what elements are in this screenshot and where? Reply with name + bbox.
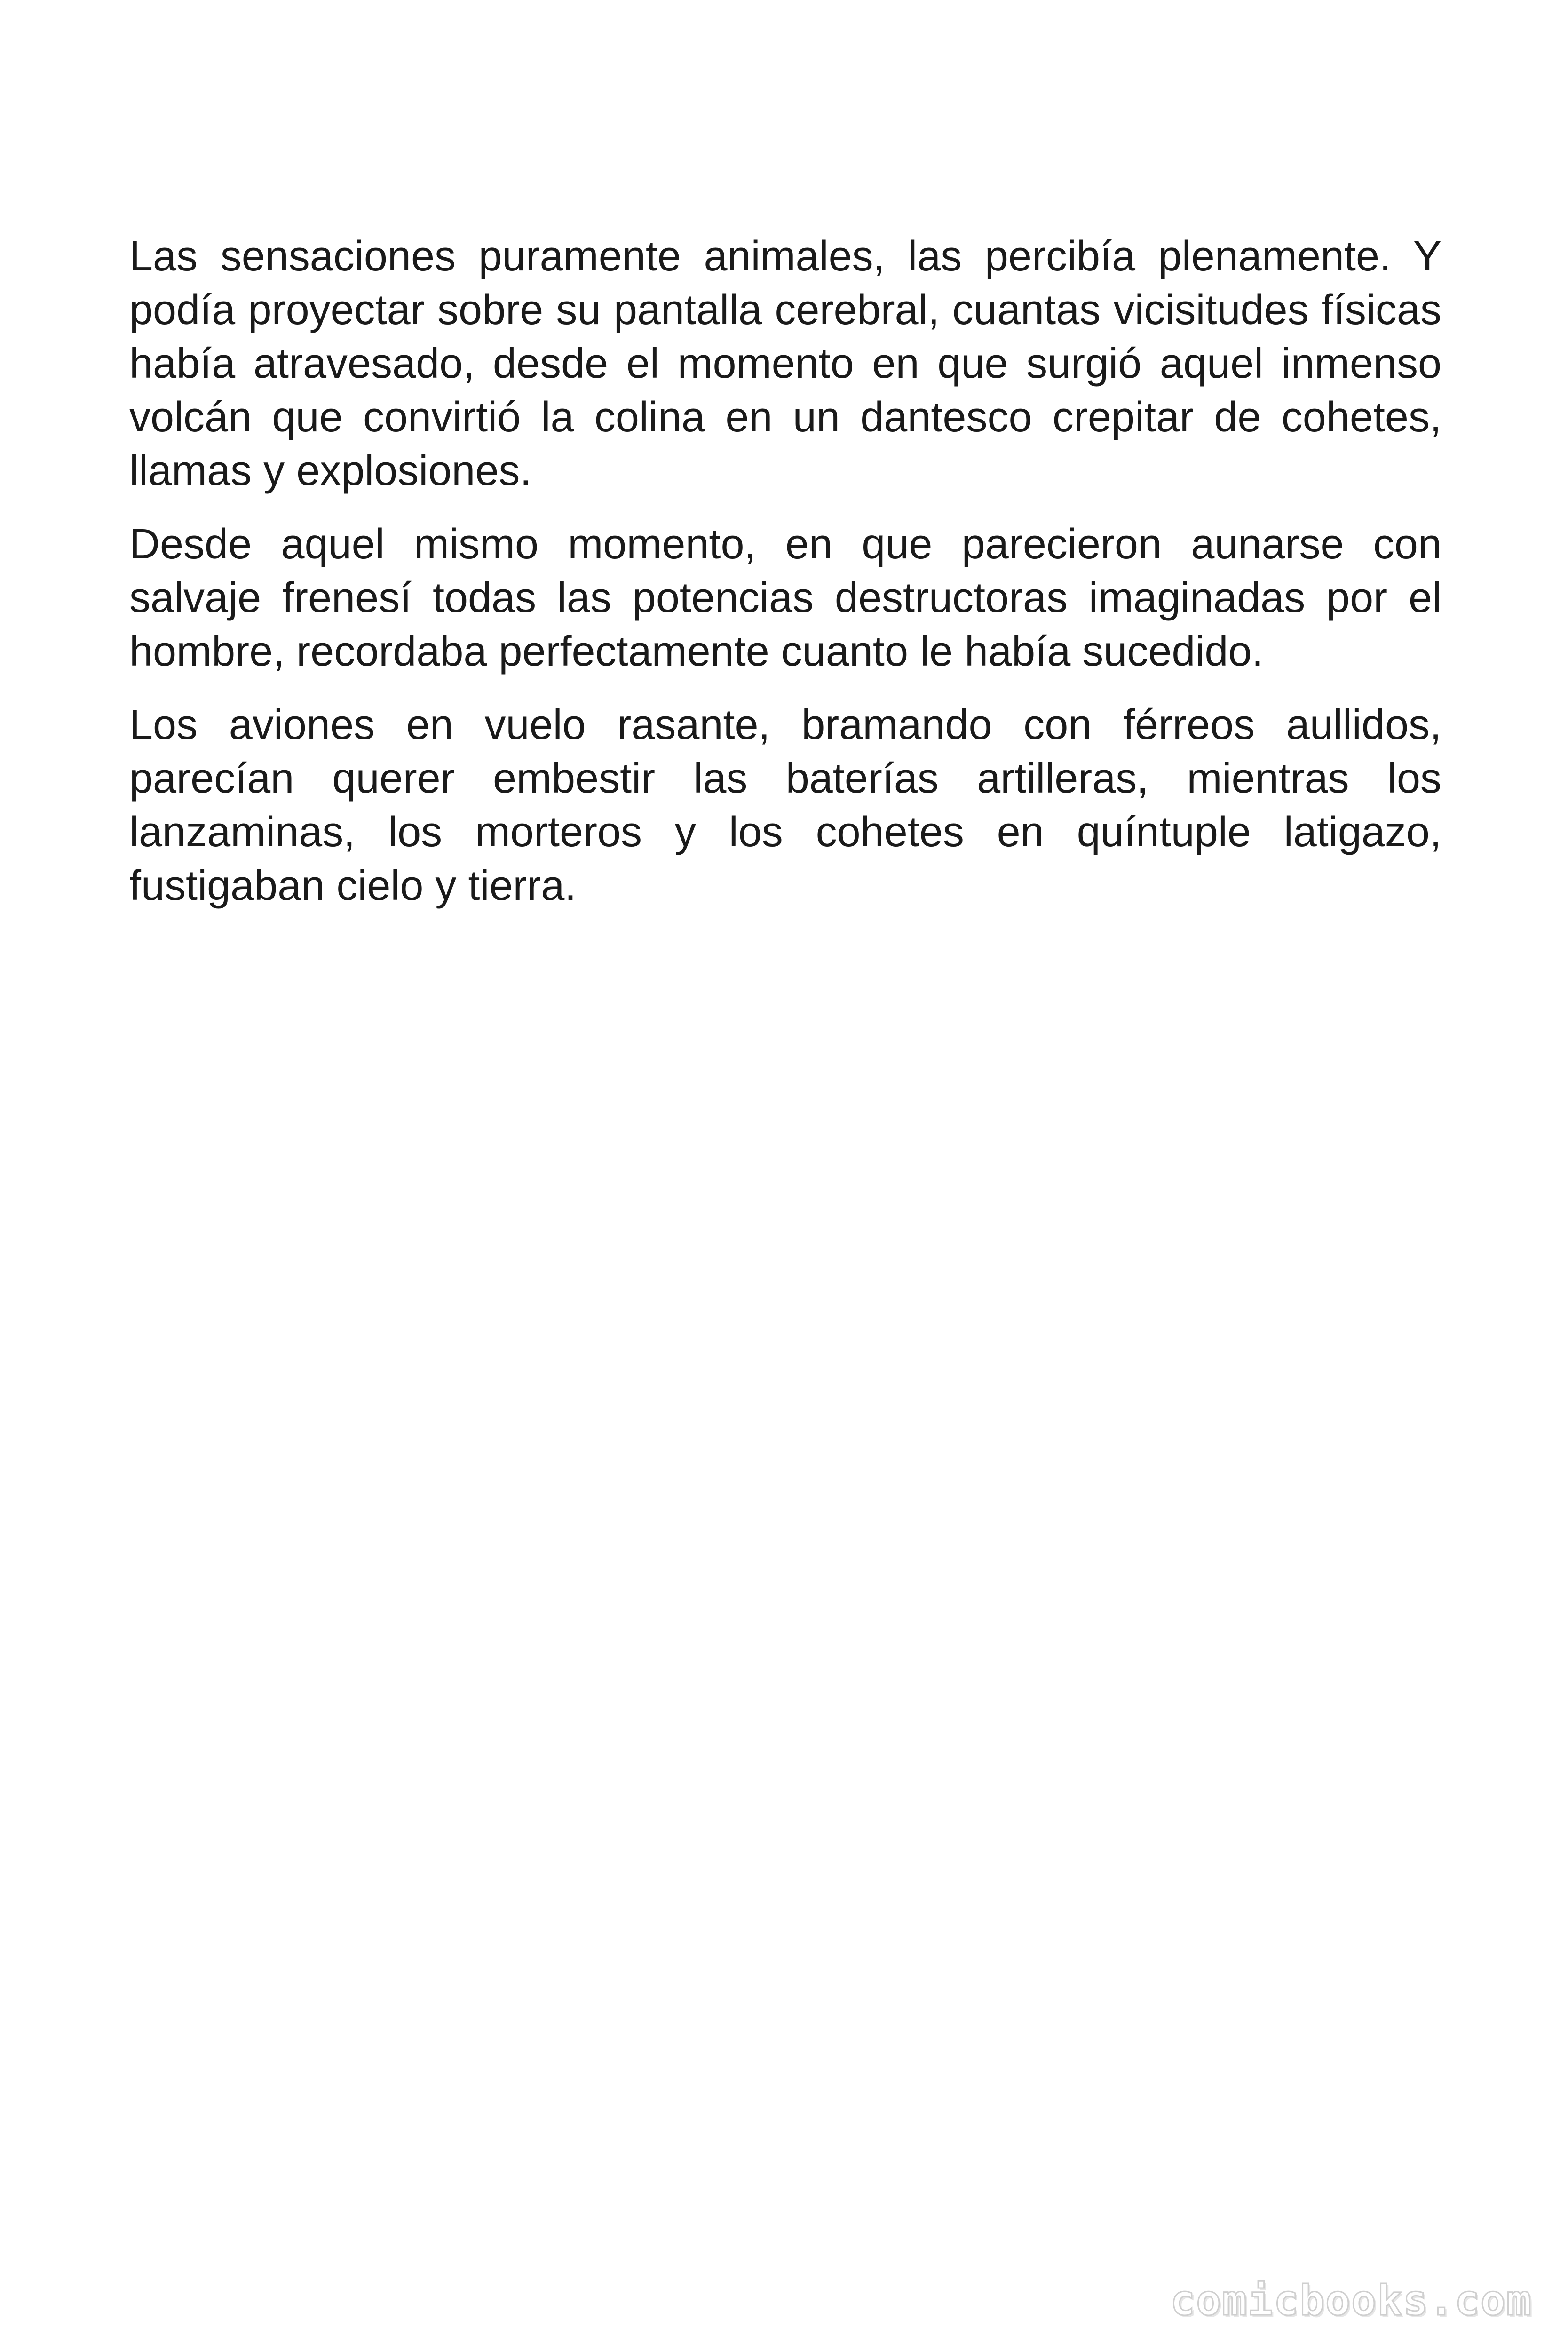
- watermark-logo: comicbooks.com: [1170, 2276, 1532, 2325]
- paragraph-3: Los aviones en vuelo rasante, bramando con férreos aullidos, parecían querer embestir las baterías artilleras, mientras los lanzaminas, los morteros y los cohetes en quíntuple latigazo, fustigaban cielo y tierra.: [129, 701, 1441, 909]
- paragraph-2: Desde aquel mismo momento, en que parecieron aunarse con salvaje frenesí todas las potencias destructoras imaginadas por el hombre, recordaba perfectamente cuanto le había sucedido.: [129, 521, 1441, 675]
- paragraph-1: Las sensaciones puramente animales, las percibía plenamente. Y podía proyectar sobre su pantalla cerebral, cuantas vicisitudes físicas había atravesado, desde el momento en que surgió aquel inmenso volcán que convirtió la colina en un dantesco crepitar de cohetes, llamas y explosiones.: [129, 233, 1441, 494]
- body-text: [129, 230, 1441, 932]
